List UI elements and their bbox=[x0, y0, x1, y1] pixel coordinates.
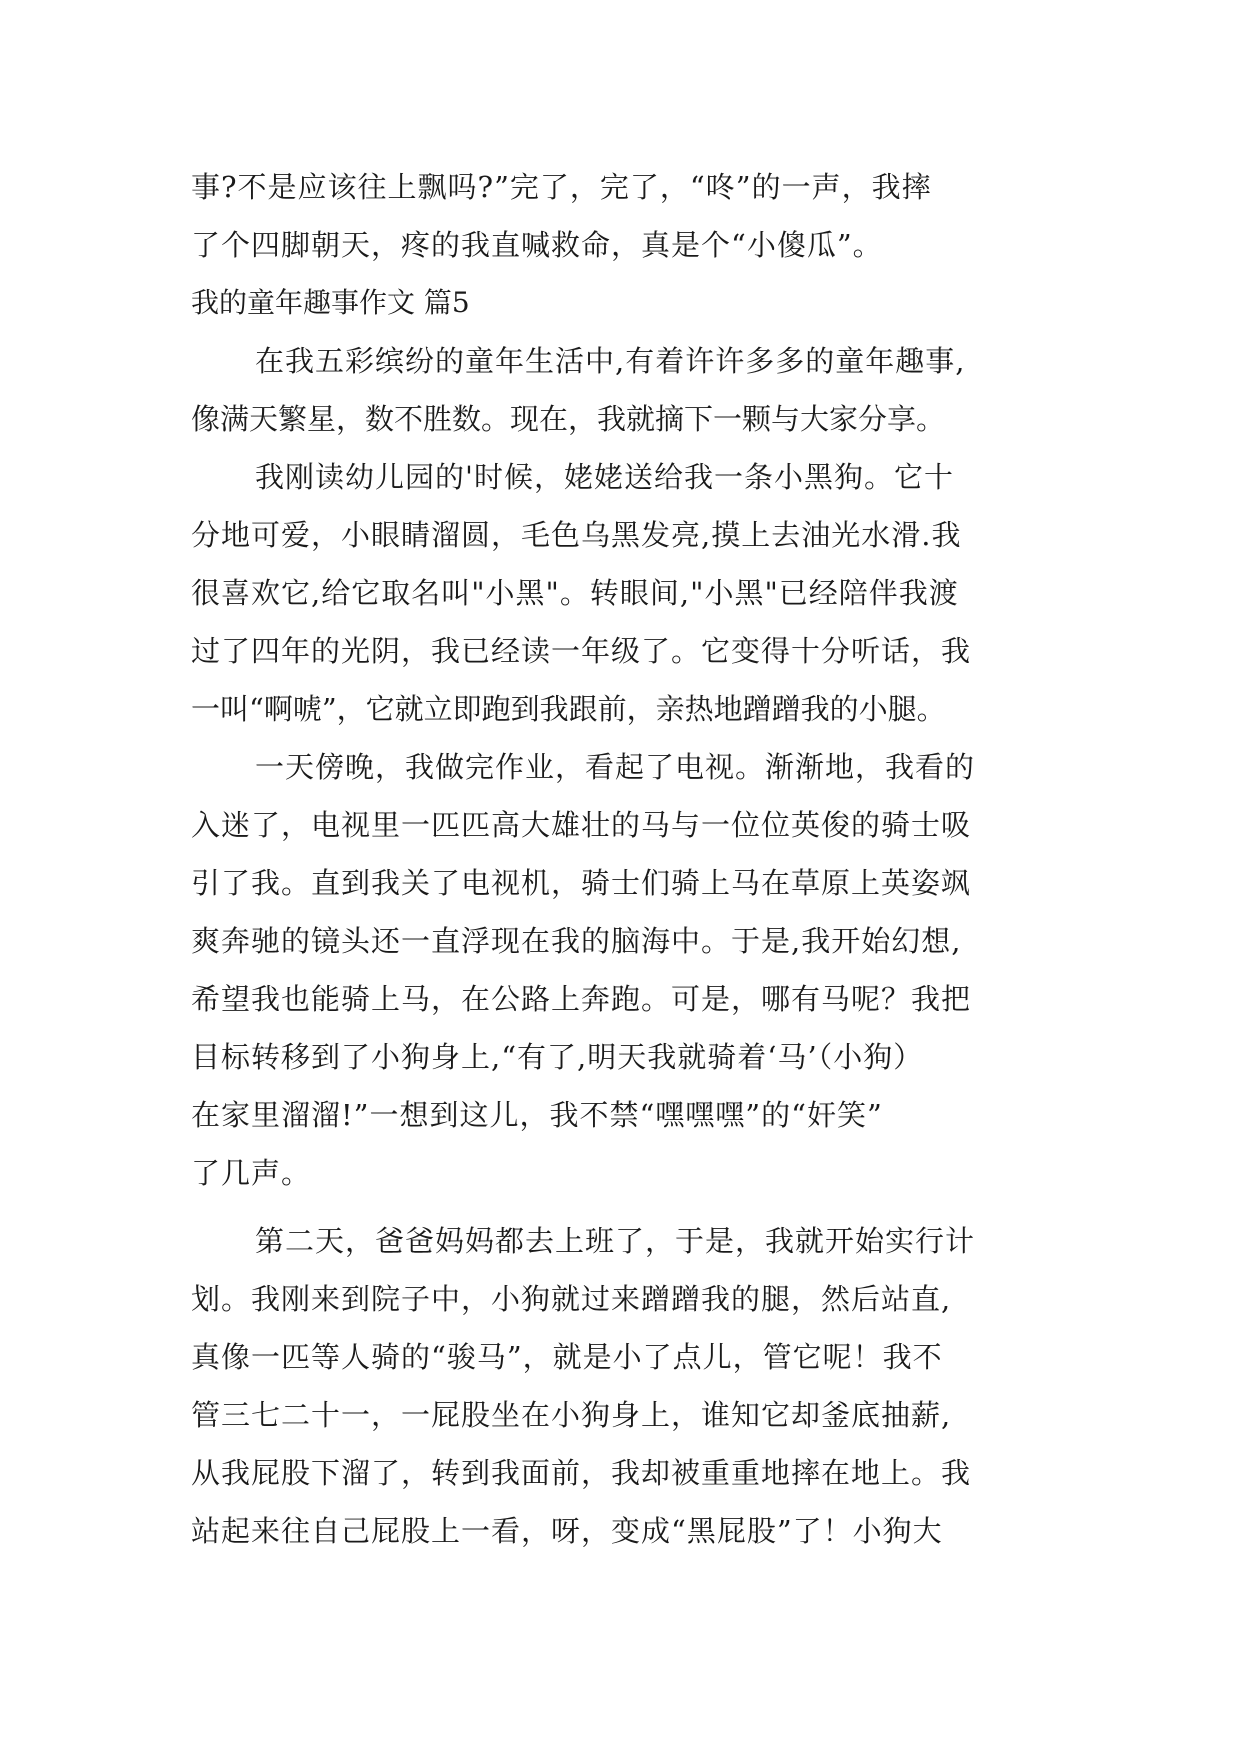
text-line: 了个四脚朝天，疼的我直喊救命，真是个“小傻瓜”。 bbox=[191, 228, 883, 262]
text-line: 管三七二十一，一屁股坐在小狗身上，谁知它却釜底抽薪, bbox=[191, 1398, 952, 1432]
text-line: 站起来往自己屁股上一看，呀，变成“黑屁股”了！小狗大 bbox=[191, 1514, 943, 1548]
paragraph-3 bbox=[191, 738, 1071, 1202]
text-line: 一叫“啊唬”，它就立即跑到我跟前，亲热地蹭蹭我的小腿。 bbox=[191, 692, 946, 726]
text-line: 在家里溜溜!”一想到这儿，我不禁“嘿嘿嘿”的“奸笑” bbox=[191, 1098, 883, 1132]
text-line: 很喜欢它,给它取名叫"小黑"。转眼间,"小黑"已经陪伴我渡 bbox=[191, 576, 959, 610]
text-line: 目标转移到了小狗身上,“有了,明天我就骑着‘马’（小狗） bbox=[191, 1040, 924, 1074]
text-line: 希望我也能骑上马，在公路上奔跑。可是，哪有马呢？我把 bbox=[191, 982, 972, 1016]
paragraph-2 bbox=[191, 448, 1071, 738]
text-line: 第二天，爸爸妈妈都去上班了，于是，我就开始实行计 bbox=[255, 1224, 976, 1258]
text-line: 像满天繁星，数不胜数。现在，我就摘下一颗与大家分享。 bbox=[191, 402, 946, 436]
text-line: 在我五彩缤纷的童年生活中,有着许许多多的童年趣事, bbox=[255, 344, 966, 378]
paragraph-1 bbox=[191, 332, 1071, 448]
prev-paragraph bbox=[191, 158, 1071, 274]
section-title: 我的童年趣事作文 篇5 bbox=[191, 286, 470, 319]
text-line: 爽奔驰的镜头还一直浮现在我的脑海中。于是,我开始幻想, bbox=[191, 924, 962, 958]
article-body bbox=[191, 158, 1071, 1560]
text-line: 入迷了，电视里一匹匹高大雄壮的马与一位位英俊的骑士吸 bbox=[191, 808, 972, 842]
text-line: 引了我。直到我关了电视机，骑士们骑上马在草原上英姿飒 bbox=[191, 866, 972, 900]
text-line: 划。我刚来到院子中，小狗就过来蹭蹭我的腿，然后站直, bbox=[191, 1282, 952, 1316]
text-line: 真像一匹等人骑的“骏马”，就是小了点儿，管它呢！我不 bbox=[191, 1340, 943, 1374]
text-line: 分地可爱，小眼睛溜圆，毛色乌黑发亮,摸上去油光水滑.我 bbox=[191, 518, 962, 552]
text-line: 一天傍晚，我做完作业，看起了电视。渐渐地，我看的 bbox=[255, 750, 976, 784]
text-line: 从我屁股下溜了，转到我面前，我却被重重地摔在地上。我 bbox=[191, 1456, 972, 1490]
text-line: 事?不是应该往上飘吗?”完了，完了，“咚”的一声，我摔 bbox=[191, 170, 932, 204]
text-line: 了几声。 bbox=[191, 1156, 312, 1190]
text-line: 过了四年的光阴，我已经读一年级了。它变得十分听话，我 bbox=[191, 634, 972, 668]
text-line: 我刚读幼儿园的'时候，姥姥送给我一条小黑狗。它十 bbox=[255, 460, 954, 494]
paragraph-4 bbox=[191, 1212, 1071, 1560]
